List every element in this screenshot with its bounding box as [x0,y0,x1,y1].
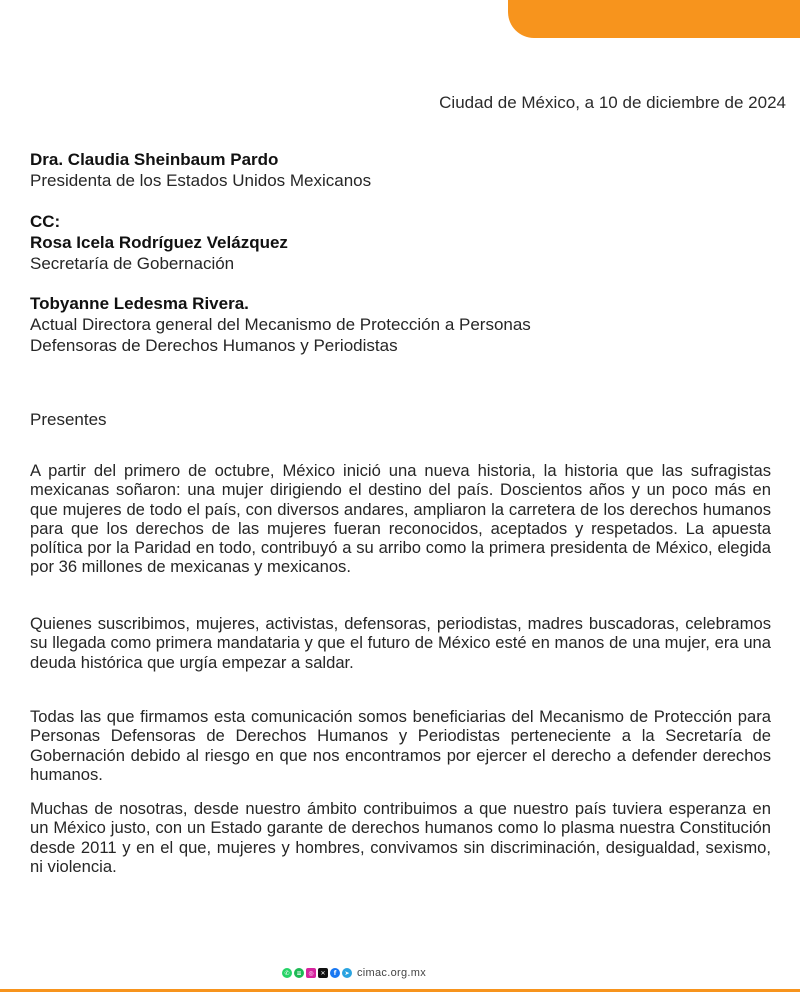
cc2-title-line2: Defensoras de Derechos Humanos y Periodistas [30,336,398,355]
greeting: Presentes [30,410,107,429]
cc-name: Rosa Icela Rodríguez Velázquez [30,233,288,252]
paragraph-2: Quienes suscribimos, mujeres, activistas, defensoras, periodistas, madres buscadoras, celebramos su llegada como primera mandataria y que el futuro de México esté en manos de una mujer, era una deuda histórica que urgía empezar a saldar. [30,614,771,672]
recipient-name: Dra. Claudia Sheinbaum Pardo [30,150,279,169]
cc2-name: Tobyanne Ledesma Rivera. [30,294,249,313]
telegram-icon[interactable]: ➤ [342,968,352,978]
paragraph-1: A partir del primero de octubre, México inició una nueva historia, la historia que las sufragistas mexicanas soñaron: una mujer dirigiendo el destino del país. Doscientos años y un poco más en que mujeres de todo el país, con diversos andares, ampliaron la carretera de los derechos humanos para que los derechos de las mujeres fueran reconocidos, aceptados y respetados. La apuesta política por la Paridad en todo, contribuyó a su arribo como la primera presidenta de México, elegida por 36 millones de mexicanas y mexicanos. [30,461,771,577]
spotify-icon[interactable]: ≡ [294,968,304,978]
cc-label: CC: [30,212,61,231]
facebook-icon[interactable]: f [330,968,340,978]
footer-social [282,966,426,980]
cc-title: Secretaría de Gobernación [30,254,235,273]
paragraph-3: Todas las que firmamos esta comunicación somos beneficiarias del Mecanismo de Protección para Personas Defensoras de Derechos Humanos y Periodistas perteneciente a la Secretaría de Gobernación debido al riesgo en que nos encontramos por ejercer el derecho a defender derechos humanos. [30,707,771,784]
recipient-block [30,149,371,191]
whatsapp-icon[interactable]: ✆ [282,968,292,978]
instagram-icon[interactable]: ◎ [306,968,316,978]
bottom-accent-line [0,989,800,992]
x-icon[interactable]: ✕ [318,968,328,978]
cc-block [30,211,288,274]
date-line: Ciudad de México, a 10 de diciembre de 2024 [439,93,786,112]
recipient-title: Presidenta de los Estados Unidos Mexicanos [30,171,372,190]
top-accent-tab [508,0,800,38]
paragraph-4: Muchas de nosotras, desde nuestro ámbito contribuimos a que nuestro país tuviera esperanza en un México justo, con un Estado garante de derechos humanos como lo plasma nuestra Constitución desde 2011 y en el que, mujeres y hombres, convivamos sin discriminación, desigualdad, sexismo, ni violencia. [30,799,771,876]
footer-url[interactable]: cimac.org.mx [357,967,426,979]
cc2-block [30,293,531,356]
cc2-title-line1: Actual Directora general del Mecanismo de Protección a Personas [30,315,531,334]
